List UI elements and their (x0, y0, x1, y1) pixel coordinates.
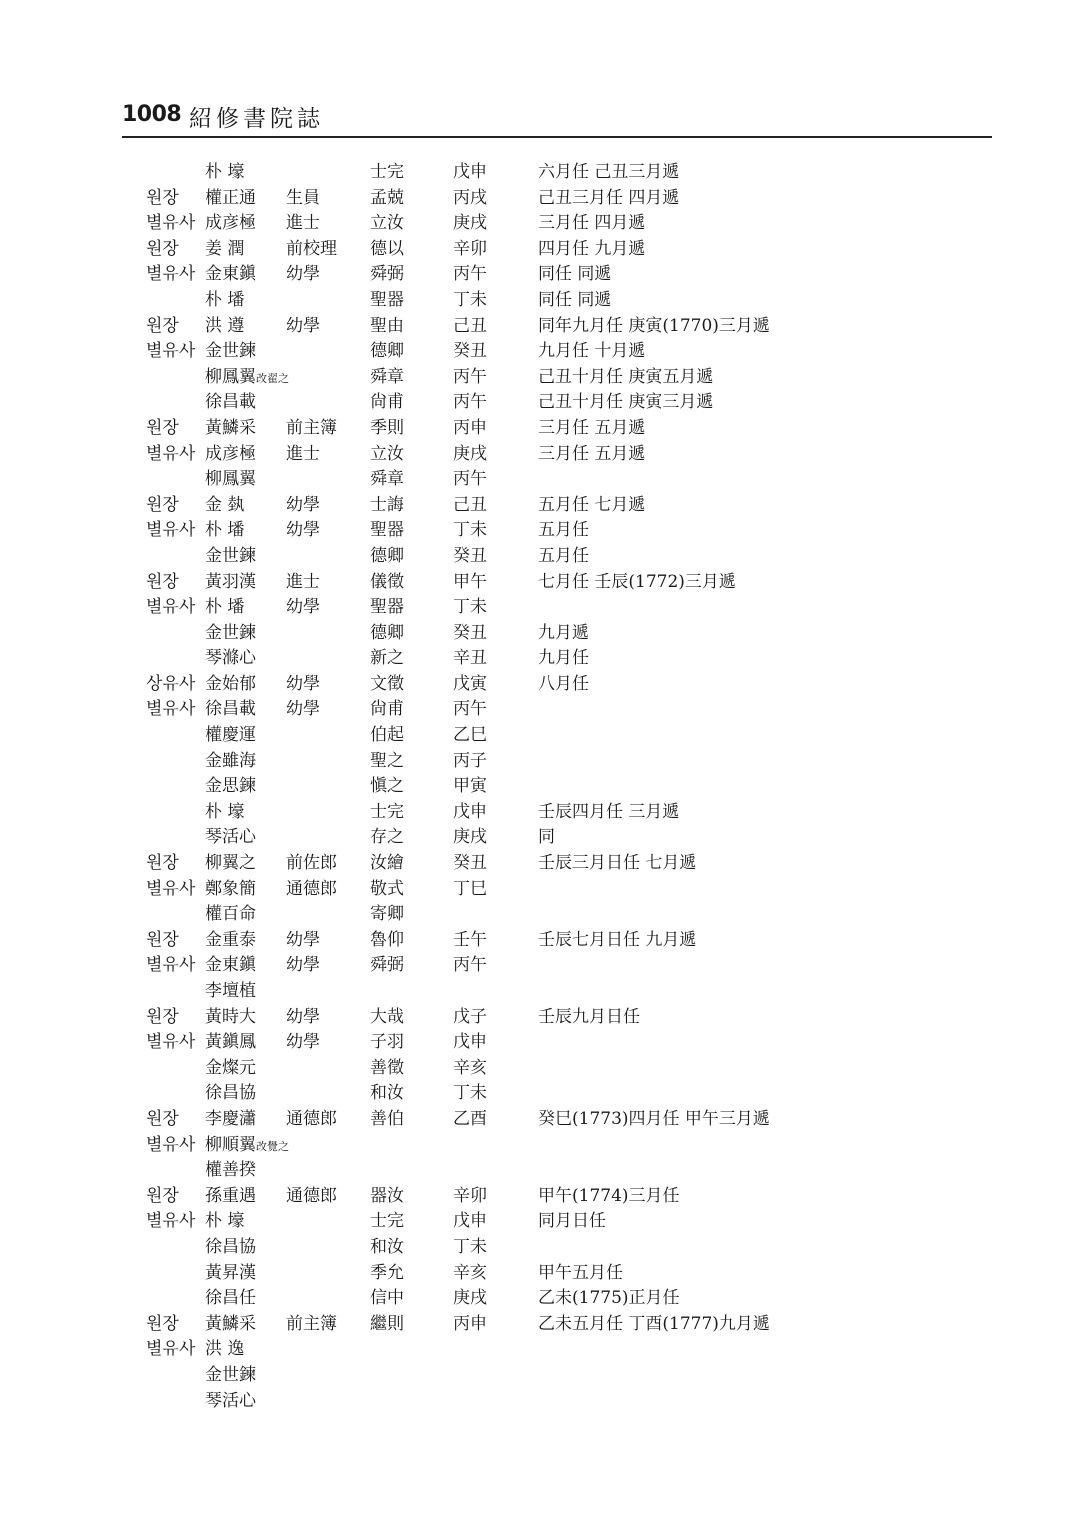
roster-row (0, 902, 1075, 928)
rank-title: 幼學 (286, 597, 320, 618)
rank-title: 幼學 (286, 494, 320, 515)
term-record: 同年九月任 庚寅(1770)三月遞 (538, 315, 770, 336)
birth-year: 己丑 (453, 494, 487, 515)
term-record: 己丑三月任 四月遞 (538, 187, 680, 208)
person-name: 權慶運 (205, 725, 256, 746)
roster-row (0, 186, 1075, 212)
roster-row (0, 1337, 1075, 1363)
roster-row (0, 1056, 1075, 1082)
person-name: 柳翼之 (205, 853, 256, 874)
term-record: 乙未(1775)正月任 (538, 1288, 680, 1309)
roster-row (0, 390, 1075, 416)
courtesy-name: 伯起 (370, 725, 404, 746)
birth-year: 戊申 (453, 801, 487, 822)
courtesy-name: 敬式 (370, 878, 404, 899)
courtesy-name: 器汝 (370, 1185, 404, 1206)
roster-row (0, 544, 1075, 570)
role-label: 원장 (146, 1006, 179, 1027)
term-record: 壬辰七月日任 九月遞 (538, 929, 697, 950)
courtesy-name: 德以 (370, 238, 404, 259)
roster-row (0, 416, 1075, 442)
courtesy-name: 舜章 (370, 366, 404, 387)
roster-row (0, 749, 1075, 775)
name-note: 改覺之 (256, 1139, 289, 1153)
courtesy-name: 聖器 (370, 520, 404, 541)
birth-year: 丁未 (453, 597, 487, 618)
term-record: 同 (538, 827, 555, 848)
role-label: 별유사 (146, 1134, 196, 1155)
role-label: 별유사 (146, 341, 196, 362)
term-record: 己丑十月任 庚寅三月遞 (538, 392, 714, 413)
birth-year: 癸丑 (453, 622, 487, 643)
role-label: 원장 (146, 417, 179, 438)
person-name: 金重泰 (205, 929, 256, 950)
person-name: 琴滌心 (205, 648, 256, 669)
birth-year: 戊申 (453, 162, 487, 182)
role-label: 별유사 (146, 878, 196, 899)
person-name: 徐昌協 (205, 1083, 256, 1104)
birth-year: 丙子 (453, 750, 487, 771)
person-name: 金燦元 (205, 1057, 256, 1078)
roster-row (0, 1005, 1075, 1031)
roster-row (0, 467, 1075, 493)
birth-year: 丁未 (453, 520, 487, 541)
name-note: 改翟之 (256, 371, 289, 385)
term-record: 七月任 壬辰(1772)三月遞 (538, 571, 736, 592)
roster-row (0, 774, 1075, 800)
birth-year: 乙巳 (453, 725, 487, 746)
roster-row (0, 672, 1075, 698)
person-name: 徐昌協 (205, 1236, 256, 1257)
roster-row (0, 570, 1075, 596)
page-header (122, 100, 992, 138)
roster-row (0, 877, 1075, 903)
person-name: 黃鎭鳳 (205, 1032, 256, 1053)
courtesy-name: 士完 (370, 162, 404, 182)
birth-year: 壬午 (453, 929, 487, 950)
courtesy-name: 尙甫 (370, 392, 404, 413)
roster-row (0, 979, 1075, 1005)
person-name: 金東鎭 (205, 264, 256, 285)
courtesy-name: 子羽 (370, 1032, 404, 1053)
person-name: 柳鳳翼 (205, 469, 256, 490)
role-label: 원장 (146, 853, 179, 874)
person-name: 朴 墦 (205, 520, 245, 541)
rank-title: 幼學 (286, 315, 320, 336)
roster-row (0, 595, 1075, 621)
courtesy-name: 新之 (370, 648, 404, 669)
term-record: 三月任 五月遞 (538, 417, 646, 438)
courtesy-name: 立汝 (370, 213, 404, 234)
courtesy-name: 和汝 (370, 1236, 404, 1257)
rank-title: 進士 (286, 213, 320, 234)
roster-row (0, 1312, 1075, 1338)
person-name: 徐昌載 (205, 699, 256, 720)
roster-row (0, 262, 1075, 288)
person-name: 權善揆 (205, 1160, 256, 1181)
birth-year: 丙申 (453, 1313, 487, 1334)
term-record: 五月任 (538, 545, 589, 566)
role-label: 원장 (146, 571, 179, 592)
courtesy-name: 寄卿 (370, 904, 404, 925)
term-record: 壬辰九月日任 (538, 1006, 640, 1027)
term-record: 同月日任 (538, 1211, 606, 1232)
roster-row (0, 442, 1075, 468)
birth-year: 戊申 (453, 1032, 487, 1053)
person-name: 金雖海 (205, 750, 256, 771)
birth-year: 戊子 (453, 1006, 487, 1027)
person-name: 黃鱗采 (205, 1313, 256, 1334)
person-name: 黃昇漢 (205, 1262, 256, 1283)
courtesy-name: 信中 (370, 1288, 404, 1309)
role-label: 별유사 (146, 955, 196, 976)
roster-row (0, 1261, 1075, 1287)
roster-row (0, 518, 1075, 544)
roster-row (0, 646, 1075, 672)
person-name: 黃羽漢 (205, 571, 256, 592)
term-record: 四月任 九月遞 (538, 238, 646, 259)
courtesy-name: 聖器 (370, 597, 404, 618)
courtesy-name: 大哉 (370, 1006, 404, 1027)
person-name: 金世鍊 (205, 545, 256, 566)
person-name: 金世鍊 (205, 341, 256, 362)
rank-title: 幼學 (286, 955, 320, 976)
roster-row (0, 928, 1075, 954)
birth-year: 丙午 (453, 469, 487, 490)
roster-row (0, 1030, 1075, 1056)
roster-row (0, 365, 1075, 391)
person-name: 鄭象簡 (205, 878, 256, 899)
courtesy-name: 善伯 (370, 1108, 404, 1129)
role-label: 별유사 (146, 1339, 196, 1360)
person-name: 朴 墦 (205, 597, 245, 618)
rank-title: 幼學 (286, 929, 320, 950)
person-name: 李慶瀟 (205, 1108, 256, 1129)
roster-row (0, 851, 1075, 877)
term-record: 同任 同遞 (538, 264, 612, 285)
role-label: 별유사 (146, 597, 196, 618)
book-title: 紹修書院誌 (189, 106, 324, 132)
courtesy-name: 舜弼 (370, 955, 404, 976)
birth-year: 丙戌 (453, 187, 487, 208)
birth-year: 癸丑 (453, 341, 487, 362)
term-record: 乙未五月任 丁酉(1777)九月遞 (538, 1313, 770, 1334)
role-label: 별유사 (146, 520, 196, 541)
courtesy-name: 和汝 (370, 1083, 404, 1104)
birth-year: 辛卯 (453, 1185, 487, 1206)
roster-row (0, 288, 1075, 314)
courtesy-name: 聖器 (370, 289, 404, 310)
courtesy-name: 繼則 (370, 1313, 404, 1334)
person-name: 朴 壕 (205, 1211, 245, 1232)
person-name: 黃時大 (205, 1006, 256, 1027)
birth-year: 丁未 (453, 1236, 487, 1257)
courtesy-name: 德卿 (370, 622, 404, 643)
person-name: 徐昌載 (205, 392, 256, 413)
person-name: 孫重遇 (205, 1185, 256, 1206)
term-record: 五月任 七月遞 (538, 494, 646, 515)
birth-year: 辛亥 (453, 1262, 487, 1283)
roster-row (0, 211, 1075, 237)
birth-year: 丁巳 (453, 878, 487, 899)
person-name: 徐昌任 (205, 1288, 256, 1309)
role-label: 원장 (146, 1313, 179, 1334)
rank-title: 通德郎 (286, 1185, 337, 1206)
roster-row (0, 825, 1075, 851)
role-label: 원장 (146, 1108, 179, 1129)
roster-row (0, 1133, 1075, 1159)
term-record: 九月任 (538, 648, 589, 669)
rank-title: 通德郎 (286, 878, 337, 899)
courtesy-name: 汝繪 (370, 853, 404, 874)
rank-title: 前主簿 (286, 417, 337, 438)
birth-year: 庚戌 (453, 213, 487, 234)
person-name: 權正通 (205, 187, 256, 208)
roster-row (0, 237, 1075, 263)
birth-year: 丙午 (453, 366, 487, 387)
person-name: 成彦極 (205, 443, 256, 464)
roster-row (0, 1158, 1075, 1184)
courtesy-name: 聖由 (370, 315, 404, 336)
rank-title: 幼學 (286, 520, 320, 541)
rank-title: 生員 (286, 187, 320, 208)
rank-title: 通德郎 (286, 1108, 337, 1129)
person-name: 朴 墦 (205, 289, 245, 310)
person-name: 金 埶 (205, 494, 245, 515)
courtesy-name: 立汝 (370, 443, 404, 464)
courtesy-name: 季則 (370, 417, 404, 438)
courtesy-name: 文徵 (370, 673, 404, 694)
roster-row (0, 1363, 1075, 1389)
term-record: 壬辰四月任 三月遞 (538, 801, 680, 822)
roster-row (0, 697, 1075, 723)
courtesy-name: 尙甫 (370, 699, 404, 720)
role-label: 별유사 (146, 1211, 196, 1232)
term-record: 九月任 十月遞 (538, 341, 646, 362)
birth-year: 戊申 (453, 1211, 487, 1232)
role-label: 별유사 (146, 213, 196, 234)
term-record: 癸巳(1773)四月任 甲午三月遞 (538, 1108, 770, 1129)
page-number: 1008 (122, 102, 182, 127)
term-record: 五月任 (538, 520, 589, 541)
birth-year: 辛亥 (453, 1057, 487, 1078)
person-name: 姜 潤 (205, 238, 245, 259)
roster-row (0, 1081, 1075, 1107)
rank-title: 前佐郎 (286, 853, 337, 874)
birth-year: 丙午 (453, 955, 487, 976)
rank-title: 前主簿 (286, 1313, 337, 1334)
role-label: 별유사 (146, 443, 196, 464)
birth-year: 丁未 (453, 289, 487, 310)
person-name: 朴 壕 (205, 162, 245, 182)
roster-row (0, 1286, 1075, 1312)
rank-title: 前校理 (286, 238, 337, 259)
birth-year: 丙申 (453, 417, 487, 438)
role-label: 원장 (146, 238, 179, 259)
courtesy-name: 儀徵 (370, 571, 404, 592)
term-record: 同任 同遞 (538, 289, 612, 310)
term-record: 三月任 四月遞 (538, 213, 646, 234)
term-record: 八月任 (538, 673, 589, 694)
birth-year: 辛丑 (453, 648, 487, 669)
role-label: 별유사 (146, 699, 196, 720)
term-record: 九月遞 (538, 622, 589, 643)
rank-title: 進士 (286, 571, 320, 592)
courtesy-name: 士完 (370, 1211, 404, 1232)
roster-row (0, 800, 1075, 826)
birth-year: 辛卯 (453, 238, 487, 259)
birth-year: 丙午 (453, 264, 487, 285)
role-label: 원장 (146, 929, 179, 950)
person-name: 金世鍊 (205, 622, 256, 643)
roster-row (0, 493, 1075, 519)
rank-title: 幼學 (286, 1032, 320, 1053)
birth-year: 庚戌 (453, 1288, 487, 1309)
birth-year: 丙午 (453, 699, 487, 720)
person-name: 柳鳳翼改翟之 (205, 366, 289, 387)
courtesy-name: 魯仰 (370, 929, 404, 950)
rank-title: 幼學 (286, 699, 320, 720)
person-name: 權百命 (205, 904, 256, 925)
courtesy-name: 孟兢 (370, 187, 404, 208)
roster-row (0, 314, 1075, 340)
person-name: 成彦極 (205, 213, 256, 234)
roster-row (0, 339, 1075, 365)
courtesy-name: 存之 (370, 827, 404, 848)
rank-title: 幼學 (286, 1006, 320, 1027)
person-name: 李壇植 (205, 981, 256, 1001)
courtesy-name: 愼之 (370, 776, 404, 797)
term-record: 己丑十月任 庚寅五月遞 (538, 366, 714, 387)
roster-row (0, 953, 1075, 979)
roster-row (0, 1235, 1075, 1261)
birth-year: 甲午 (453, 571, 487, 592)
roster-row (0, 723, 1075, 749)
birth-year: 癸丑 (453, 853, 487, 874)
courtesy-name: 季允 (370, 1262, 404, 1283)
role-label: 원장 (146, 187, 179, 208)
person-name: 金始郁 (205, 673, 256, 694)
role-label: 원장 (146, 315, 179, 336)
roster-row (0, 1389, 1075, 1415)
term-record: 甲午(1774)三月任 (538, 1185, 680, 1206)
courtesy-name: 聖之 (370, 750, 404, 771)
person-name: 琴活心 (205, 827, 256, 848)
term-record: 壬辰三月日任 七月遞 (538, 853, 697, 874)
person-name: 金世鍊 (205, 1364, 256, 1385)
courtesy-name: 士完 (370, 801, 404, 822)
person-name: 洪 遵 (205, 315, 245, 336)
courtesy-name: 善徵 (370, 1057, 404, 1078)
roster-row (0, 1209, 1075, 1235)
birth-year: 庚戌 (453, 827, 487, 848)
person-name: 洪 逸 (205, 1339, 245, 1360)
courtesy-name: 士誨 (370, 494, 404, 515)
courtesy-name: 舜章 (370, 469, 404, 490)
rank-title: 幼學 (286, 673, 320, 694)
person-name: 朴 壕 (205, 801, 245, 822)
birth-year: 丙午 (453, 392, 487, 413)
term-record: 三月任 五月遞 (538, 443, 646, 464)
birth-year: 乙酉 (453, 1108, 487, 1129)
person-name: 柳順翼改覺之 (205, 1134, 289, 1155)
roster-row (0, 1184, 1075, 1210)
roster-row (0, 160, 1075, 186)
roster-row (0, 1107, 1075, 1133)
role-label: 상유사 (146, 673, 196, 694)
birth-year: 丁未 (453, 1083, 487, 1104)
person-name: 琴活心 (205, 1390, 256, 1411)
role-label: 별유사 (146, 264, 196, 285)
role-label: 원장 (146, 494, 179, 515)
role-label: 원장 (146, 1185, 179, 1206)
term-record: 六月任 己丑三月遞 (538, 162, 680, 182)
courtesy-name: 德卿 (370, 341, 404, 362)
courtesy-name: 舜弼 (370, 264, 404, 285)
birth-year: 戊寅 (453, 673, 487, 694)
birth-year: 庚戌 (453, 443, 487, 464)
courtesy-name: 德卿 (370, 545, 404, 566)
rank-title: 進士 (286, 443, 320, 464)
birth-year: 己丑 (453, 315, 487, 336)
role-label: 별유사 (146, 1032, 196, 1053)
person-name: 金思鍊 (205, 776, 256, 797)
rank-title: 幼學 (286, 264, 320, 285)
birth-year: 甲寅 (453, 776, 487, 797)
person-name: 金東鎭 (205, 955, 256, 976)
roster-list (0, 160, 1075, 1414)
term-record: 甲午五月任 (538, 1262, 623, 1283)
person-name: 黃鱗采 (205, 417, 256, 438)
birth-year: 癸丑 (453, 545, 487, 566)
roster-row (0, 621, 1075, 647)
